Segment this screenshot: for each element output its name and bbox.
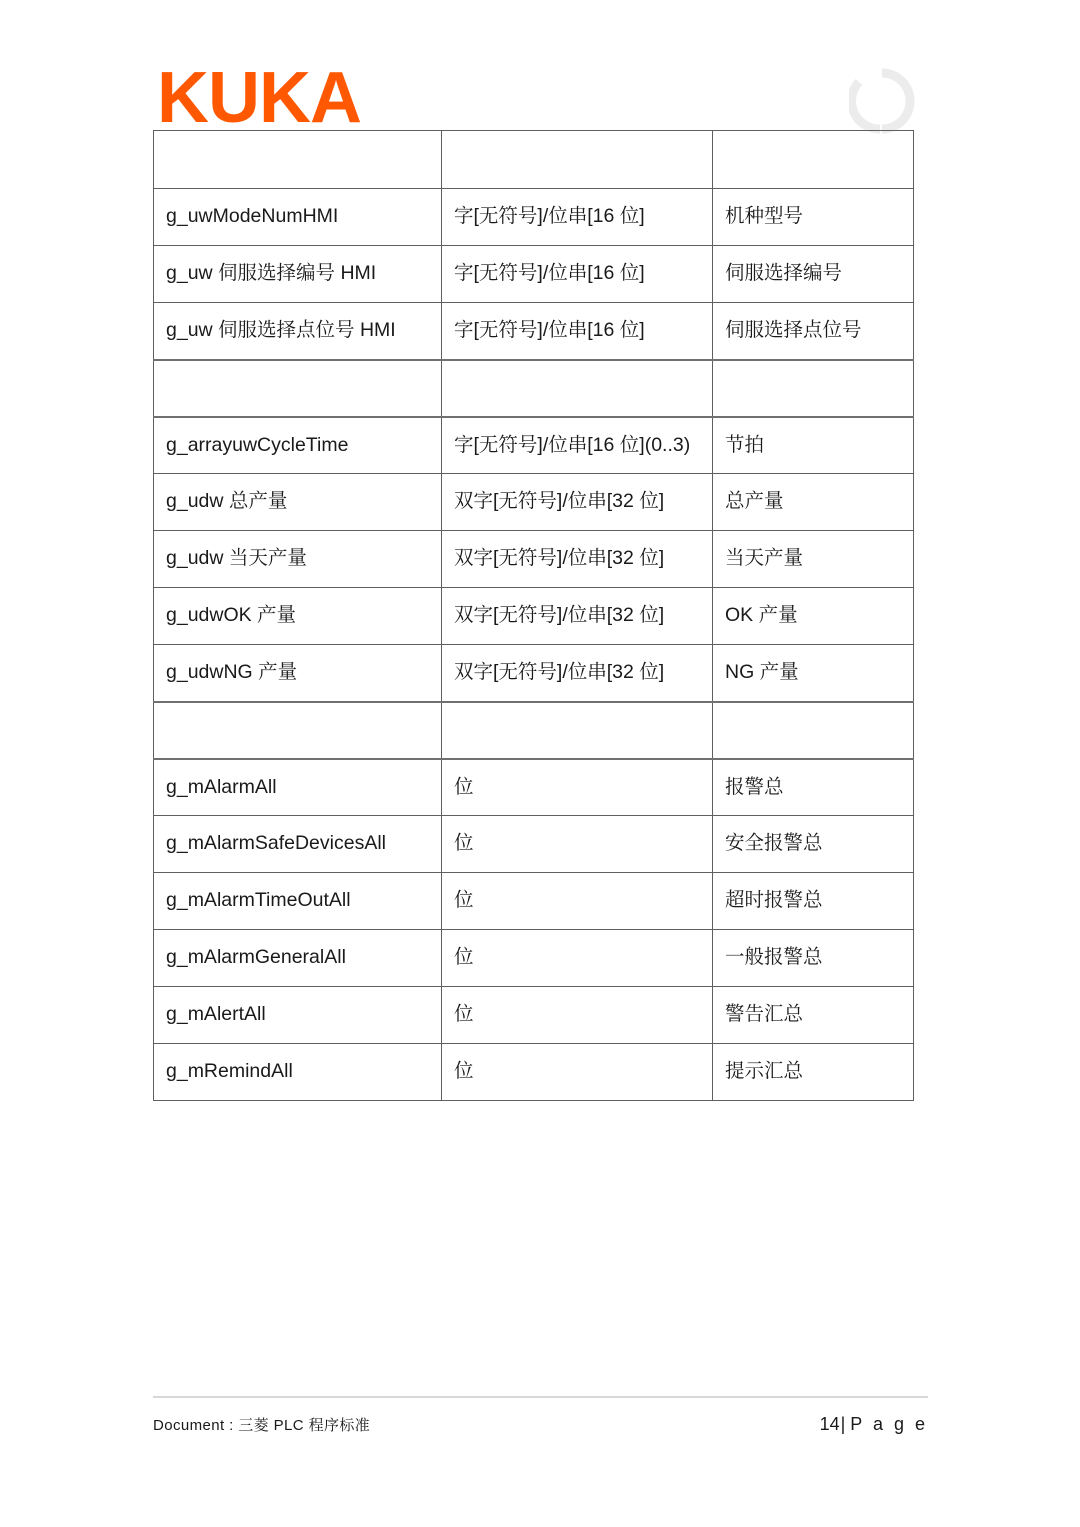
table-row bbox=[154, 246, 914, 303]
table-row bbox=[154, 531, 914, 588]
table-row bbox=[154, 588, 914, 645]
page-footer bbox=[153, 1396, 928, 1435]
table-cell-desc: 提示汇总 bbox=[713, 1044, 914, 1101]
table-cell-desc: 机种型号 bbox=[713, 189, 914, 246]
table-row bbox=[154, 131, 914, 189]
table-cell-type bbox=[442, 131, 713, 189]
table-cell-desc: OK 产量 bbox=[713, 588, 914, 645]
kuka-ring-icon bbox=[849, 68, 915, 134]
table-cell-type: 双字[无符号]/位串[32 位] bbox=[442, 645, 713, 702]
table-cell-desc: 当天产量 bbox=[713, 531, 914, 588]
table-cell-name: g_uw 伺服选择点位号 HMI bbox=[154, 303, 442, 360]
table-cell-type: 字[无符号]/位串[16 位] bbox=[442, 246, 713, 303]
table-cell-desc: 报警总 bbox=[713, 759, 914, 816]
table-cell-name bbox=[154, 702, 442, 759]
table-cell-name: g_udwNG 产量 bbox=[154, 645, 442, 702]
table-row bbox=[154, 873, 914, 930]
table-cell-type bbox=[442, 702, 713, 759]
table-row bbox=[154, 930, 914, 987]
table-row bbox=[154, 474, 914, 531]
table-cell-name: g_mAlarmSafeDevicesAll bbox=[154, 816, 442, 873]
table-row bbox=[154, 702, 914, 759]
table-cell-name: g_mAlarmAll bbox=[154, 759, 442, 816]
table-cell-desc: 安全报警总 bbox=[713, 816, 914, 873]
table-row bbox=[154, 759, 914, 816]
footer-page-indicator bbox=[820, 1414, 928, 1435]
table-row bbox=[154, 417, 914, 474]
table-cell-type: 位 bbox=[442, 930, 713, 987]
table-cell-desc: 节拍 bbox=[713, 417, 914, 474]
table-cell-desc: 伺服选择编号 bbox=[713, 246, 914, 303]
footer-page-separator: | bbox=[840, 1414, 846, 1434]
table-cell-desc: 超时报警总 bbox=[713, 873, 914, 930]
variable-table-body bbox=[154, 131, 914, 1101]
variable-table-container bbox=[153, 130, 913, 1101]
table-row bbox=[154, 360, 914, 417]
table-cell-name: g_udwOK 产量 bbox=[154, 588, 442, 645]
table-row bbox=[154, 1044, 914, 1101]
table-cell-type: 字[无符号]/位串[16 位] bbox=[442, 303, 713, 360]
table-row bbox=[154, 816, 914, 873]
footer-page-number: 14 bbox=[819, 1414, 840, 1434]
table-cell-type: 位 bbox=[442, 759, 713, 816]
table-cell-type: 位 bbox=[442, 1044, 713, 1101]
footer-page-word: P a g e bbox=[850, 1414, 928, 1434]
table-cell-name: g_mRemindAll bbox=[154, 1044, 442, 1101]
table-cell-type bbox=[442, 360, 713, 417]
table-row bbox=[154, 987, 914, 1044]
table-cell-name: g_mAlertAll bbox=[154, 987, 442, 1044]
table-row bbox=[154, 189, 914, 246]
table-cell-name bbox=[154, 131, 442, 189]
table-cell-type: 位 bbox=[442, 873, 713, 930]
table-cell-type: 字[无符号]/位串[16 位](0..3) bbox=[442, 417, 713, 474]
table-cell-name: g_udw 当天产量 bbox=[154, 531, 442, 588]
variable-table bbox=[153, 130, 914, 1101]
table-cell-desc bbox=[713, 702, 914, 759]
table-cell-name: g_uwModeNumHMI bbox=[154, 189, 442, 246]
kuka-logo: KUKA bbox=[157, 58, 361, 138]
footer-document-label: Document : 三菱 PLC 程序标准 bbox=[153, 1417, 371, 1434]
table-cell-type: 双字[无符号]/位串[32 位] bbox=[442, 531, 713, 588]
table-row bbox=[154, 645, 914, 702]
table-cell-desc: NG 产量 bbox=[713, 645, 914, 702]
table-cell-type: 字[无符号]/位串[16 位] bbox=[442, 189, 713, 246]
table-cell-name: g_arrayuwCycleTime bbox=[154, 417, 442, 474]
table-cell-type: 双字[无符号]/位串[32 位] bbox=[442, 588, 713, 645]
table-cell-desc bbox=[713, 131, 914, 189]
table-cell-name: g_uw 伺服选择编号 HMI bbox=[154, 246, 442, 303]
table-cell-name: g_mAlarmGeneralAll bbox=[154, 930, 442, 987]
table-row bbox=[154, 303, 914, 360]
table-cell-type: 双字[无符号]/位串[32 位] bbox=[442, 474, 713, 531]
table-cell-desc: 伺服选择点位号 bbox=[713, 303, 914, 360]
footer-divider bbox=[153, 1396, 928, 1398]
table-cell-type: 位 bbox=[442, 987, 713, 1044]
table-cell-desc: 警告汇总 bbox=[713, 987, 914, 1044]
table-cell-desc: 一般报警总 bbox=[713, 930, 914, 987]
table-cell-desc bbox=[713, 360, 914, 417]
table-cell-desc: 总产量 bbox=[713, 474, 914, 531]
table-cell-name: g_udw 总产量 bbox=[154, 474, 442, 531]
table-cell-name: g_mAlarmTimeOutAll bbox=[154, 873, 442, 930]
table-cell-type: 位 bbox=[442, 816, 713, 873]
table-cell-name bbox=[154, 360, 442, 417]
